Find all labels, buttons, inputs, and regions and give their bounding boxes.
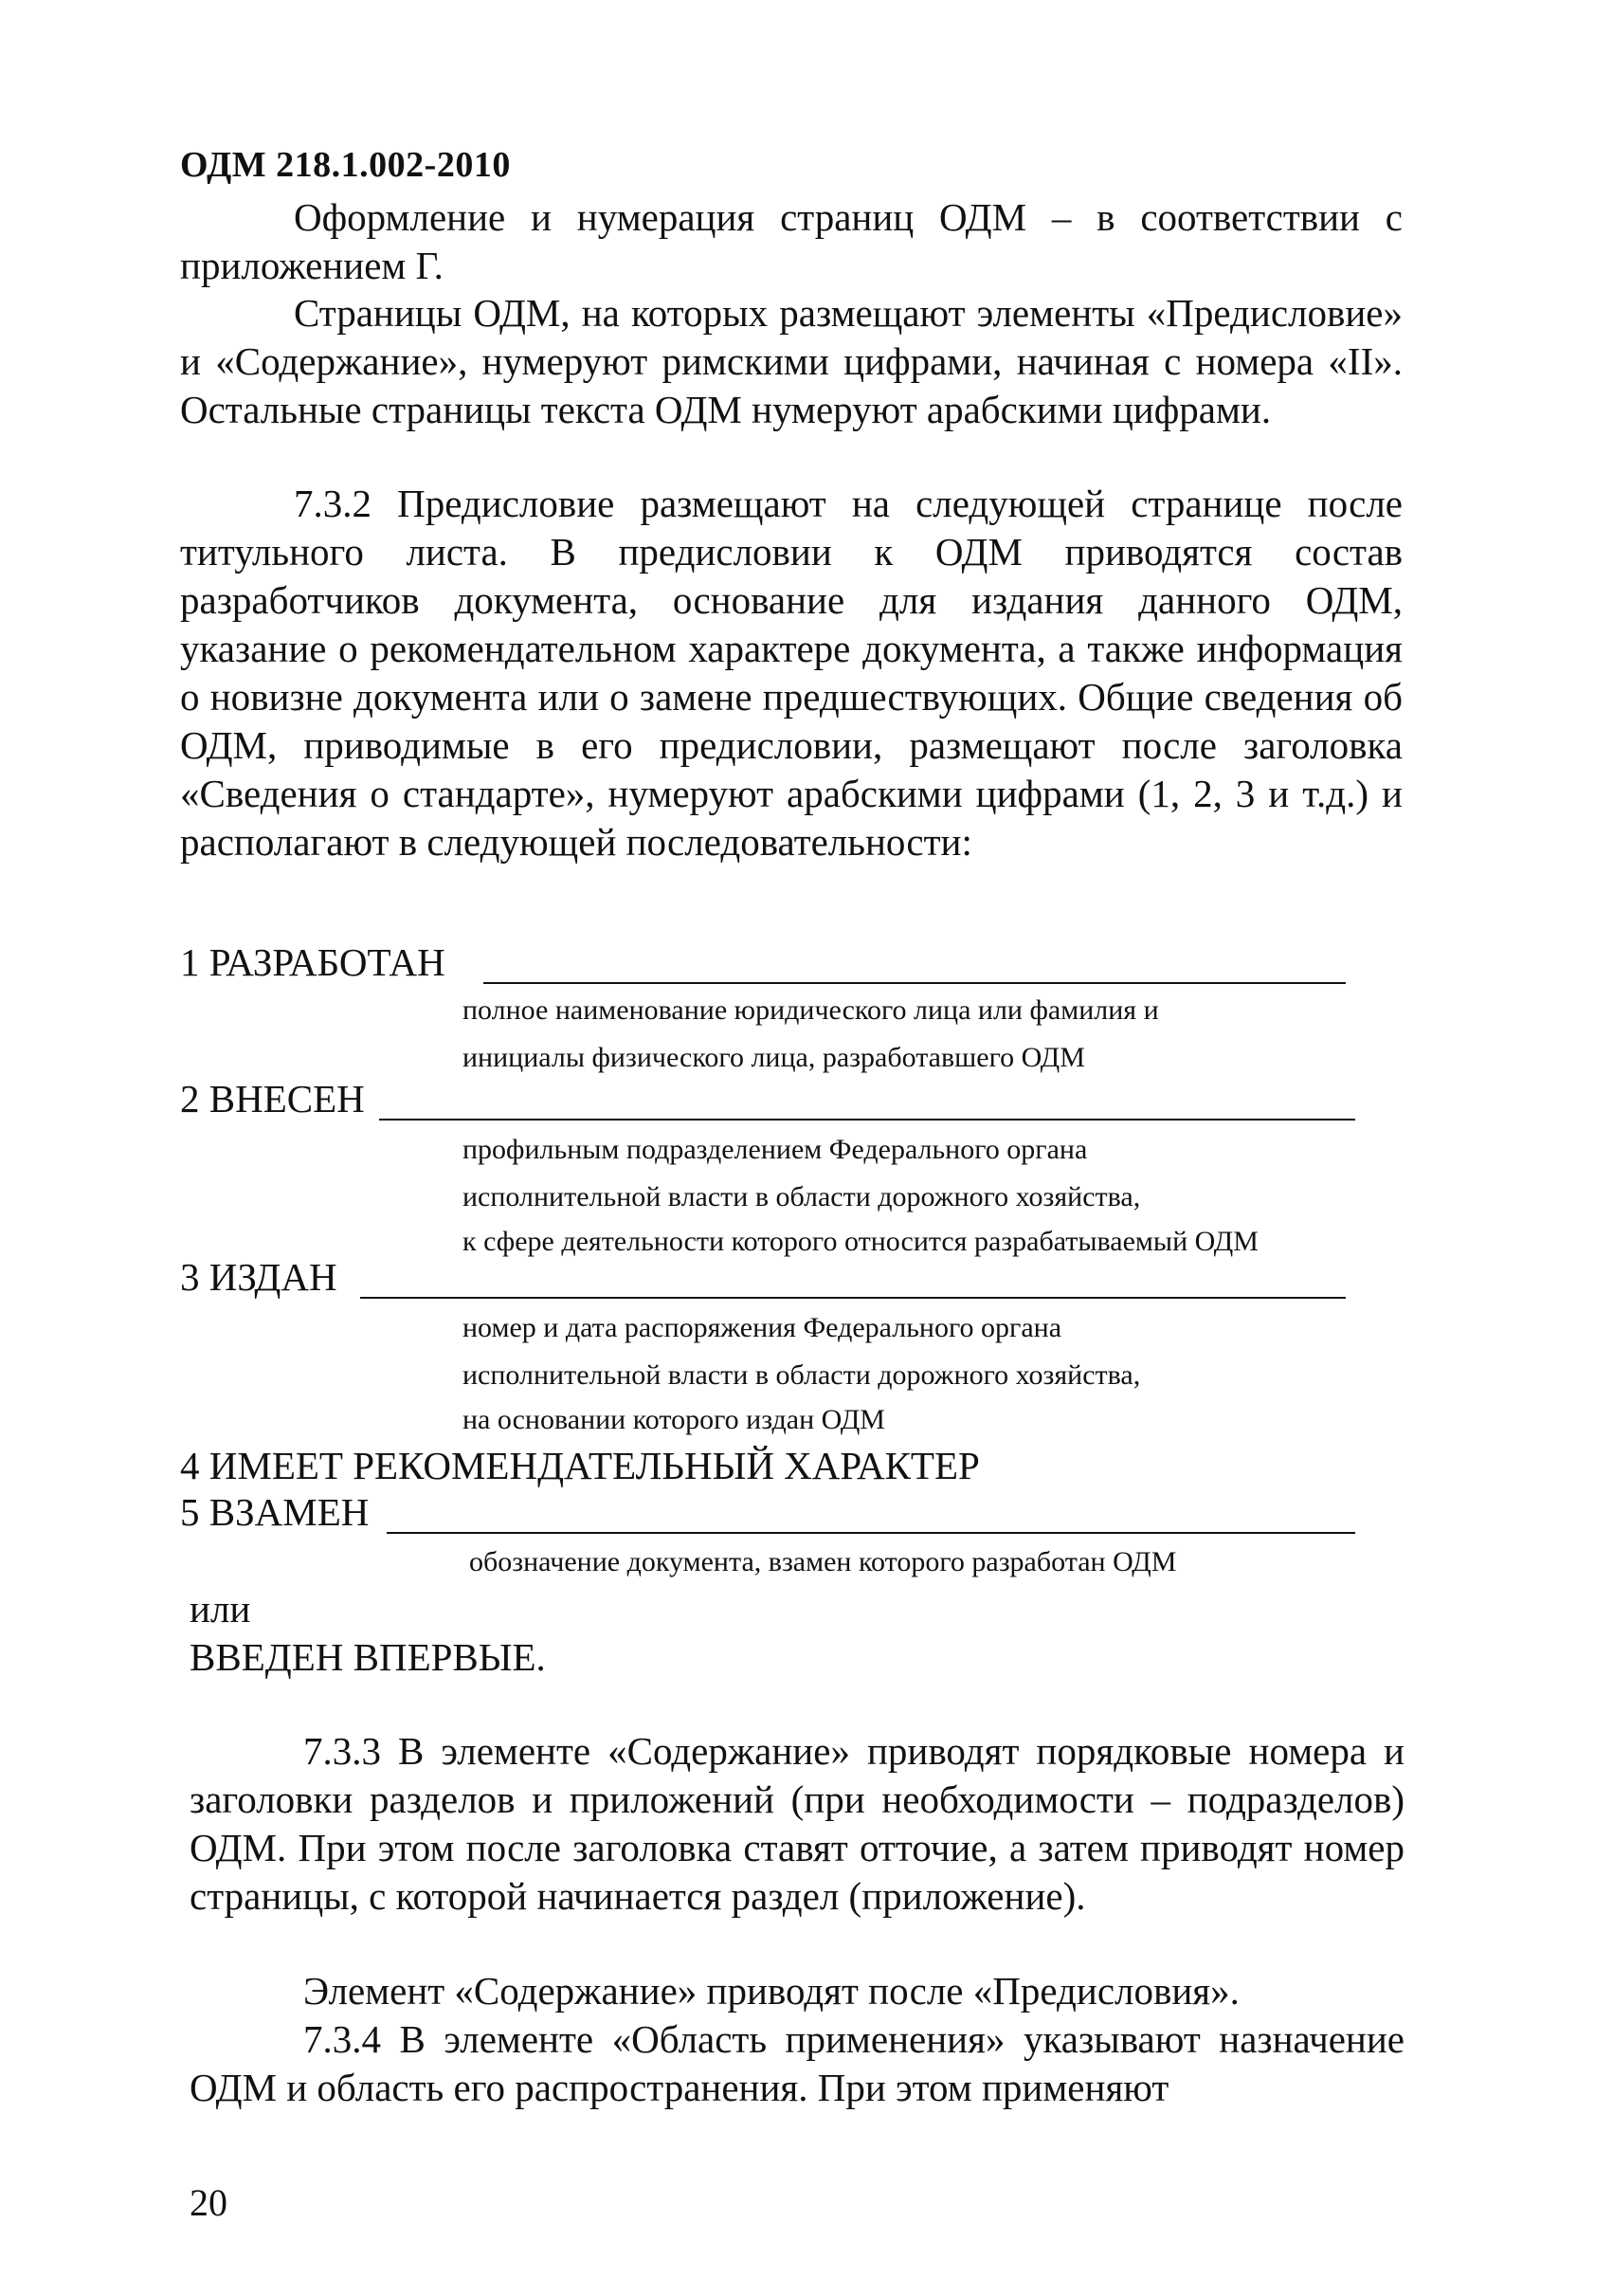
caption-issued-1: номер и дата распоряжения Федерального органа <box>462 1312 1062 1343</box>
fill-line-submitted <box>379 1119 1355 1121</box>
caption-submitted-3: к сфере деятельности которого относится разрабатываемый ОДМ <box>462 1226 1259 1257</box>
paragraph-roman-numerals: Страницы ОДМ, на которых размещают элементы «Предисловие» и «Содержание», нумеруют римскими цифрами, начиная с номера «II». Остальные страницы текста ОДМ нумеруют арабскими цифрами. <box>180 291 1403 431</box>
caption-replaces-1: обозначение документа, взамен которого разработан ОДМ <box>469 1546 1177 1577</box>
form-item-replaces: 5 ВЗАМЕН <box>180 1490 370 1534</box>
fill-line-replaces <box>387 1532 1355 1534</box>
form-item-submitted: 2 ВНЕСЕН <box>180 1077 365 1121</box>
caption-developed-1: полное наименование юридического лица или фамилия и <box>462 994 1159 1026</box>
paragraph-7-3-3: 7.3.3 В элементе «Содержание» приводят порядковые номера и заголовки разделов и приложений (при необходимости – подразделов) ОДМ. При этом после заголовка ставят отточие, а затем приводят номер страницы, с которой начинается раздел (приложение). <box>190 1729 1405 1918</box>
document-code: ОДМ 218.1.002-2010 <box>180 145 511 185</box>
fill-line-developed <box>483 982 1346 984</box>
caption-issued-3: на основании которого издан ОДМ <box>462 1404 885 1435</box>
paragraph-7-3-4: 7.3.4 В элементе «Область применения» указывают назначение ОДМ и область его распространения. При этом применяют <box>190 2017 1405 2109</box>
page-number: 20 <box>190 2181 227 2224</box>
or-text: или <box>190 1587 251 1631</box>
paragraph-contents-order: Элемент «Содержание» приводят после «Предисловия». <box>303 1969 1240 2013</box>
caption-issued-2: исполнительной власти в области дорожного хозяйства, <box>462 1359 1141 1391</box>
paragraph-page-numbering: Оформление и нумерация страниц ОДМ – в соответствии с приложением Г. <box>180 195 1403 287</box>
caption-submitted-2: исполнительной власти в области дорожного хозяйства, <box>462 1181 1141 1212</box>
paragraph-7-3-2: 7.3.2 Предисловие размещают на следующей странице после титульного листа. В предисловии к ОДМ приводятся состав разработчиков документа, основание для издания данного ОДМ, указание о рекомендательном характере документа, а также информация о новизне документа или о замене предшествующих. Общие сведения об ОДМ, приводимые в его предисловии, размещают после заголовка «Сведения о стандарте», нумеруют арабскими цифрами (1, 2, 3 и т.д.) и располагают в следующей последовательности: <box>180 482 1403 864</box>
caption-developed-2: инициалы физического лица, разработавшего ОДМ <box>462 1042 1085 1073</box>
form-item-recommendatory: 4 ИМЕЕТ РЕКОМЕНДАТЕЛЬНЫЙ ХАРАКТЕР <box>180 1444 980 1487</box>
first-time-text: ВВЕДЕН ВПЕРВЫЕ. <box>190 1635 546 1679</box>
caption-submitted-1: профильным подразделением Федерального органа <box>462 1134 1088 1165</box>
form-item-developed: 1 РАЗРАБОТАН <box>180 940 445 984</box>
form-item-issued: 3 ИЗДАН <box>180 1255 337 1299</box>
fill-line-issued <box>360 1297 1346 1299</box>
